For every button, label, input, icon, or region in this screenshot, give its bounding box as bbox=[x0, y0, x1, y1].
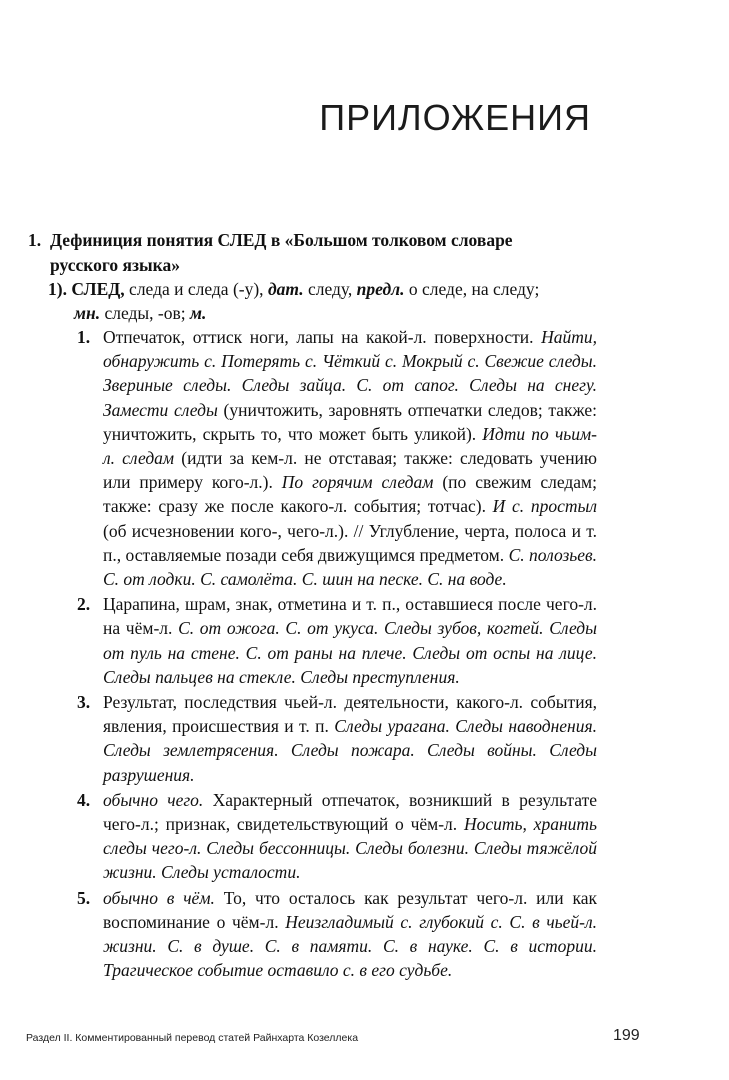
page-number: 199 bbox=[613, 1027, 640, 1044]
usage-example: обычно чего. bbox=[103, 789, 204, 810]
definition-item bbox=[77, 886, 597, 983]
definition-number: 2. bbox=[77, 594, 91, 615]
definition-item bbox=[77, 592, 597, 689]
entry-plural-form: следы, -ов; bbox=[100, 303, 190, 324]
definition-text: Отпечаток, оттиск ноги, лапы на какой-л. поверхности. bbox=[103, 327, 542, 347]
usage-example: По горячим следам bbox=[281, 472, 434, 493]
entry-number: 1). bbox=[48, 279, 67, 299]
definition-text: Характерный отпечаток, возникший в результате чего-л.; признак, свидетельствующий о чём-л. bbox=[103, 789, 597, 835]
dative-label: дат. bbox=[267, 279, 304, 299]
entry-prepositional-form: о следе, на следу; bbox=[404, 279, 540, 299]
definition-text: (об исчезновении кого-, чего-л.). // Углубление, черта, полоса и т. п., оставляемые позади себя движущимся предметом. bbox=[103, 520, 597, 565]
definition-text: Царапина, шрам, знак, отметина и т. п., оставшиеся после чего-л. на чём-л. bbox=[103, 594, 597, 639]
definition-number: 4. bbox=[77, 789, 91, 810]
section-heading bbox=[28, 228, 598, 278]
definition-item bbox=[77, 325, 597, 591]
definition-text: (идти за кем-л. не отставая; также: следовать учению или примеру кого-л.). bbox=[103, 448, 597, 493]
definition-number: 5. bbox=[77, 887, 91, 908]
dictionary-entry-header bbox=[48, 277, 600, 325]
usage-example: Идти по чьим- л. следам bbox=[103, 423, 598, 469]
definition-item bbox=[77, 690, 597, 787]
page-title: ПРИЛОЖЕНИЯ bbox=[319, 97, 591, 138]
usage-example: обычно в чём. bbox=[103, 887, 215, 908]
gender-label: м. bbox=[190, 303, 207, 324]
prepositional-label: предл. bbox=[356, 279, 405, 299]
entry-forms: следа и следа (-у), bbox=[124, 279, 268, 299]
usage-example: Следы урагана. Следы наводнения. Следы землетрясения. Следы пожара. Следы войны. Следы разрушения. bbox=[103, 716, 597, 785]
plural-label: мн. bbox=[74, 303, 101, 324]
definition-item bbox=[77, 788, 597, 885]
definition-number: 1. bbox=[77, 327, 91, 347]
entry-dative-form: следу, bbox=[303, 279, 357, 299]
definition-list bbox=[77, 325, 597, 983]
usage-example: И с. простыл bbox=[492, 496, 597, 517]
entry-headword: СЛЕД, bbox=[71, 279, 125, 299]
definition-text: То, что осталось как результат чего-л. или как воспоминание о чём-л. bbox=[103, 887, 597, 932]
usage-example: Неизгладимый с. глубокий с. С. в чьей-л. жизни. С. в душе. С. в памяти. С. в науке. С. в истории. Трагическое событие оставило с. в его судьбе. bbox=[103, 911, 597, 981]
usage-example: Найти, обнаружить с. Потерять с. Чёткий с. Мокрый с. Свежие следы. Звериные следы. Следы зайца. С. от сапог. Следы на снегу. Замести следы bbox=[103, 327, 597, 420]
usage-example: Носить, хранить следы чего-л. Следы бессонницы. Следы болезни. Следы тяжёлой жизни. Следы усталости. bbox=[103, 814, 597, 883]
running-footer: Раздел II. Комментированный перевод статей Райнхарта Козеллека bbox=[26, 1032, 359, 1044]
definition-number: 3. bbox=[77, 692, 91, 713]
section-number: 1. bbox=[28, 230, 42, 250]
definition-text: Результат, последствия чьей-л. деятельности, какого-л. события, явления, происшествия и т. п. bbox=[103, 692, 597, 737]
usage-example: С. от ожога. С. от укуса. Следы зубов, когтей. Следы от пуль на стене. С. от раны на плече. Следы от оспы на лице. Следы пальцев на стекле. Следы преступления. bbox=[103, 618, 597, 687]
usage-example: С. полозьев. С. от лодки. С. самолёта. С. шин на песке. С. на воде. bbox=[103, 544, 597, 590]
section-heading-line1: Дефиниция понятия СЛЕД в «Большом толковом словаре bbox=[50, 230, 513, 250]
definition-text: (уничтожить, заровнять отпечатки следов; также: уничтожить, скрыть то, что может быть уликой). bbox=[103, 399, 597, 444]
definition-text: (по свежим следам; также: сразу же после какого-л. события; тотчас). bbox=[103, 472, 597, 517]
section-heading-line2: русского языка» bbox=[50, 255, 180, 275]
